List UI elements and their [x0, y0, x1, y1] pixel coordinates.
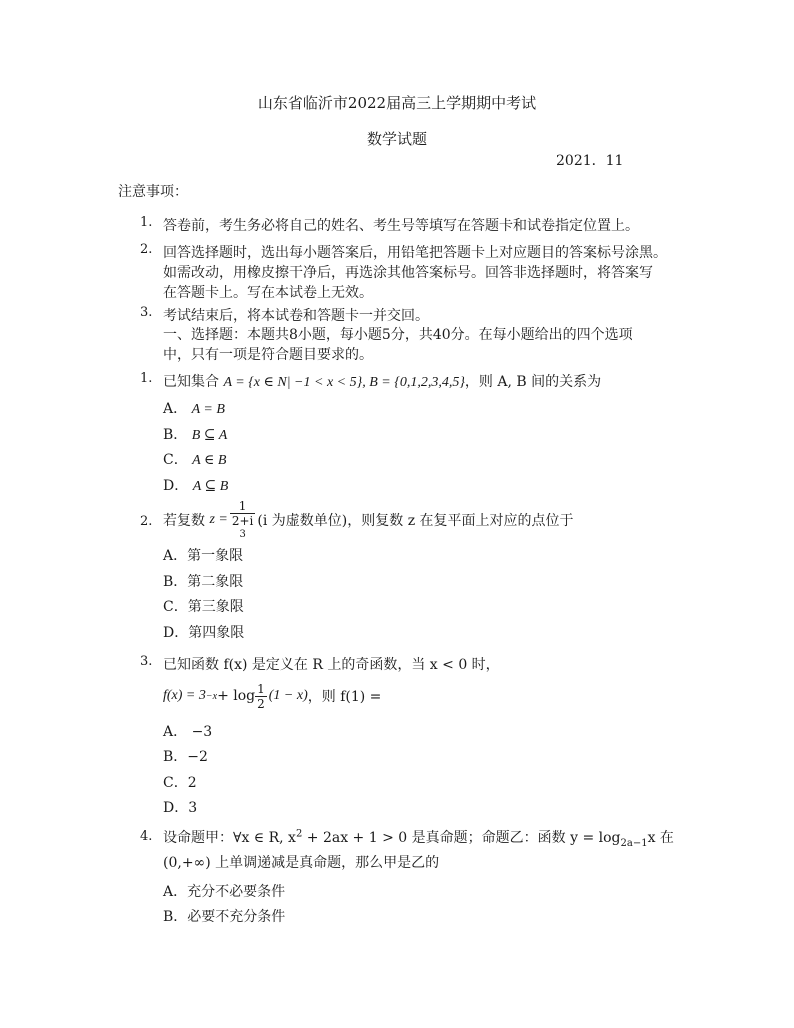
- note-number: 3.: [140, 305, 153, 320]
- option-letter: A．: [163, 884, 188, 900]
- stem-text: 设命题甲：∀x ∈ R, x: [163, 830, 296, 846]
- option-b[interactable]: [163, 746, 208, 766]
- section-heading-line: 一、选择题：本题共8小题，每小题5分，共40分。在每小题给出的四个选项: [163, 327, 633, 343]
- note-line: 在答题卡上。写在本试卷上无效。: [163, 285, 373, 301]
- option-c[interactable]: [163, 596, 244, 616]
- exam-subtitle: 数学试题: [366, 130, 427, 148]
- option-b[interactable]: [163, 906, 285, 926]
- function-definition: [163, 676, 381, 716]
- stem-math: z =: [209, 512, 228, 527]
- fraction-numerator: 1: [238, 498, 247, 513]
- option-letter: C．: [163, 452, 188, 468]
- exponent: 2: [295, 828, 303, 840]
- option-c[interactable]: [163, 772, 197, 792]
- option-text: 必要不充分条件: [187, 909, 286, 925]
- option-letter: B．: [163, 427, 188, 443]
- note-number: 1.: [140, 215, 153, 230]
- function-lhs: f(x) = 3: [163, 688, 206, 703]
- set-definition-math: A = {x ∈ N| −1 < x < 5}, B = {0,1,2,3,4,5}: [223, 375, 465, 390]
- stem-text: + 2ax + 1 > 0 是真命题；命题乙：函数 y = log: [302, 830, 621, 846]
- notes-heading: 注意事项：: [118, 184, 188, 200]
- denominator-exponent: 3: [239, 528, 246, 540]
- option-b[interactable]: [163, 424, 227, 444]
- section-heading-line: 中，只有一项是符合题目要求的。: [163, 347, 373, 363]
- question-stem: [163, 500, 574, 540]
- log-base-fraction: [255, 682, 267, 711]
- stem-text: 已知集合: [163, 374, 219, 390]
- question-stem: [163, 371, 601, 391]
- option-letter: D．: [163, 800, 189, 816]
- option-text: −3: [191, 724, 213, 740]
- option-text: A ∈ B: [192, 453, 227, 468]
- option-d[interactable]: [163, 475, 228, 495]
- option-text: 第一象限: [187, 548, 244, 564]
- option-a[interactable]: [163, 398, 225, 418]
- note-line: 答卷前，考生务必将自己的姓名、考生号等填写在答题卡和试卷指定位置上。: [163, 218, 639, 234]
- option-text: 3: [188, 800, 198, 816]
- question-number: 1.: [140, 371, 153, 386]
- option-letter: C．: [163, 775, 188, 791]
- option-letter: B．: [163, 574, 188, 590]
- fraction-denominator: [230, 513, 256, 542]
- question-number: 4.: [140, 829, 153, 844]
- question-number: 2.: [140, 514, 153, 529]
- option-text: −2: [187, 749, 208, 765]
- option-text: A ⊆ B: [192, 479, 229, 494]
- exam-title: 山东省临沂市2022届高三上学期期中考试: [257, 94, 537, 112]
- option-letter: B．: [163, 909, 188, 925]
- option-text: A = B: [191, 402, 225, 417]
- note-line: 回答选择题时，选出每小题答案后，用铅笔把答题卡上对应题目的答案标号涂黑。: [163, 245, 667, 261]
- question-stem: 已知函数 f(x) 是定义在 R 上的奇函数，当 x < 0 时，: [163, 657, 500, 673]
- exam-date: 2021．11: [556, 153, 624, 169]
- option-d[interactable]: [163, 622, 244, 642]
- fraction: [230, 499, 256, 542]
- note-line: 考试结束后，将本试卷和答题卡一并交回。: [163, 308, 429, 324]
- stem-text: ，则 A, B 间的关系为: [464, 374, 602, 390]
- log-argument: (1 − x): [268, 688, 308, 703]
- option-text: 充分不必要条件: [187, 884, 286, 900]
- option-a[interactable]: [163, 545, 243, 565]
- stem-text: 若复数: [163, 513, 205, 529]
- option-text: 第三象限: [187, 599, 244, 615]
- fraction-numerator: 1: [257, 681, 265, 696]
- option-text: 第四象限: [188, 625, 245, 641]
- option-a[interactable]: [163, 721, 212, 741]
- option-letter: C．: [163, 599, 188, 615]
- question-stem: [163, 827, 674, 849]
- fraction-denominator: 2: [257, 696, 265, 711]
- option-letter: D．: [163, 625, 189, 641]
- question-number: 3.: [140, 654, 153, 669]
- note-number: 2.: [140, 242, 153, 257]
- option-letter: B．: [163, 749, 188, 765]
- stem-text: (i 为虚数单位)，则复数 z 在复平面上对应的点位于: [257, 513, 574, 529]
- option-letter: D．: [163, 478, 189, 494]
- option-letter: A．: [163, 548, 188, 564]
- option-text: B ⊆ A: [191, 428, 228, 443]
- stem-text: ，则 f(1) =: [307, 689, 382, 705]
- log-base: 2a−1: [620, 837, 648, 849]
- question-stem-line2: (0,+∞) 上单调递减是真命题，那么甲是乙的: [163, 855, 440, 871]
- option-text: 第二象限: [187, 574, 244, 590]
- option-d[interactable]: [163, 797, 197, 817]
- denominator-text: 2+i: [231, 513, 254, 528]
- option-c[interactable]: [163, 449, 226, 469]
- option-a[interactable]: [163, 881, 285, 901]
- log-text: + log: [217, 688, 256, 704]
- exponent: −x: [205, 690, 218, 702]
- option-text: 2: [187, 775, 197, 791]
- stem-text: x 在: [647, 830, 674, 846]
- option-letter: A．: [163, 401, 188, 417]
- option-letter: A．: [163, 724, 188, 740]
- option-b[interactable]: [163, 571, 243, 591]
- note-line: 如需改动，用橡皮擦干净后，再选涂其他答案标号。回答非选择题时，将答案写: [163, 265, 653, 281]
